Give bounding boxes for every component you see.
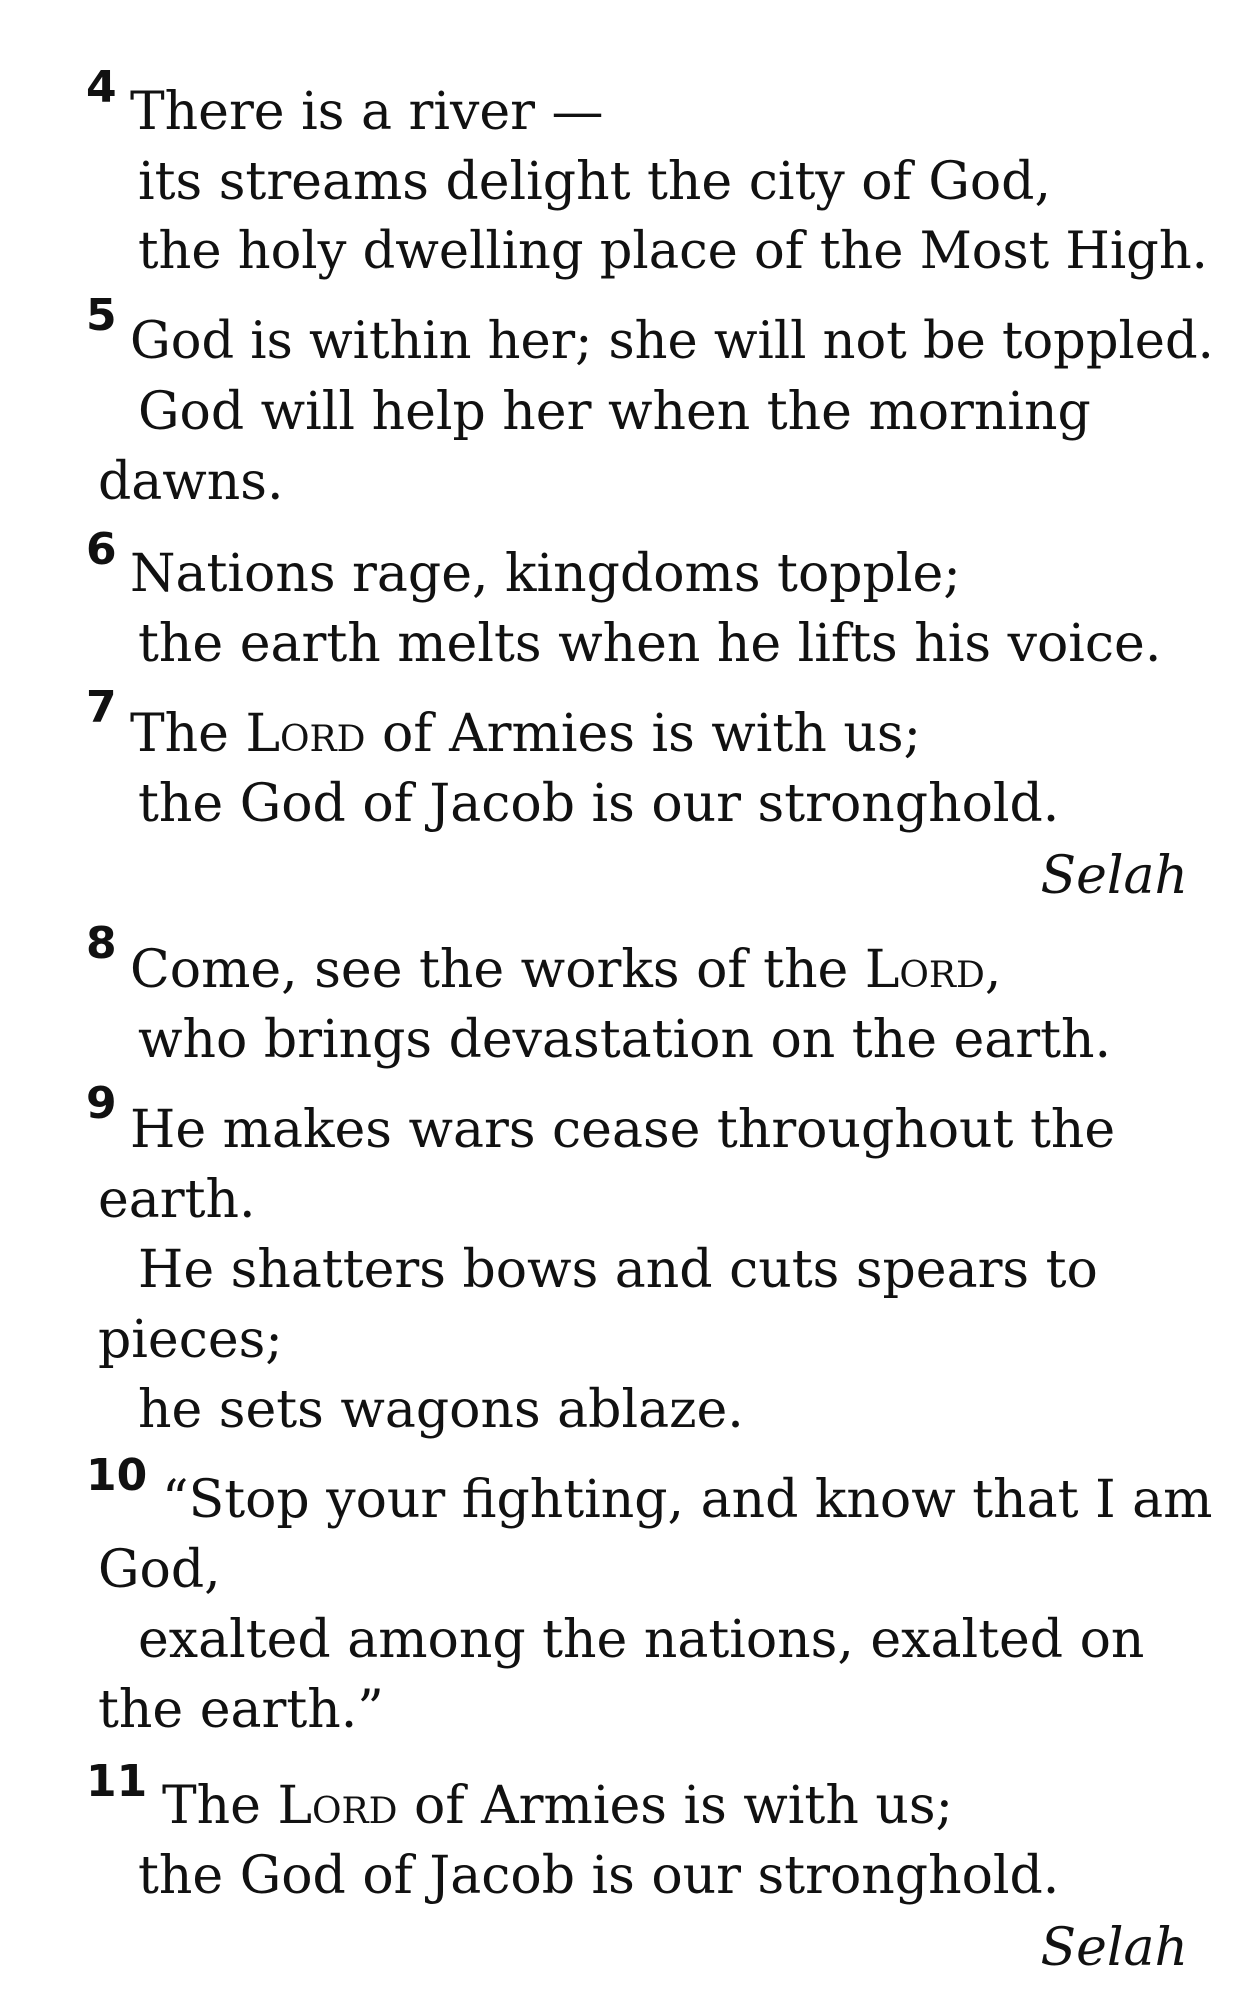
verse-line: There is a river — xyxy=(130,82,604,142)
selah-marker: Selah xyxy=(1040,1918,1188,1978)
verse-line: Nations rage, kingdoms topple; xyxy=(130,544,961,604)
verse-line: God, xyxy=(98,1540,221,1600)
verse-number: 6 xyxy=(86,524,117,575)
verse-line: the earth.” xyxy=(98,1680,384,1740)
verse-line: who brings devastation on the earth. xyxy=(138,1010,1112,1070)
verse-line: Come, see the works of the Lord, xyxy=(130,940,1002,1000)
verse-line: earth. xyxy=(98,1170,256,1230)
verse-line: dawns. xyxy=(98,452,284,512)
verse-line: the God of Jacob is our stronghold. xyxy=(138,1846,1060,1906)
verse-line: He shatters bows and cuts spears to xyxy=(138,1240,1098,1300)
verse-line: The Lord of Armies is with us; xyxy=(130,704,922,764)
verse-line: exalted among the nations, exalted on xyxy=(138,1610,1145,1670)
verse-number: 5 xyxy=(86,290,117,341)
selah-marker: Selah xyxy=(1040,846,1188,906)
verse-line: The Lord of Armies is with us; xyxy=(162,1776,954,1836)
verse-line: its streams delight the city of God, xyxy=(138,152,1051,212)
verse-line: pieces; xyxy=(98,1310,283,1370)
verse-line: God is within her; she will not be toppled. xyxy=(130,312,1214,371)
lord-small-caps: Lord xyxy=(864,940,985,1000)
verse-number: 9 xyxy=(86,1078,117,1129)
verse-number: 4 xyxy=(86,62,117,113)
lord-small-caps: Lord xyxy=(277,1776,398,1836)
verse-line: “Stop your fighting, and know that I am xyxy=(162,1470,1213,1530)
verse-number: 11 xyxy=(86,1756,148,1807)
verse-line: God will help her when the morning xyxy=(138,382,1091,442)
verse-line: the God of Jacob is our stronghold. xyxy=(138,774,1060,834)
verse-line: the earth melts when he lifts his voice. xyxy=(138,614,1162,674)
lord-small-caps: Lord xyxy=(245,704,366,764)
verse-number: 8 xyxy=(86,918,117,969)
verse-number: 7 xyxy=(86,682,117,733)
verse-number: 10 xyxy=(86,1450,148,1501)
verse-line: he sets wagons ablaze. xyxy=(138,1380,744,1440)
verse-line: the holy dwelling place of the Most High. xyxy=(138,222,1208,281)
verse-line: He makes wars cease throughout the xyxy=(130,1100,1116,1160)
